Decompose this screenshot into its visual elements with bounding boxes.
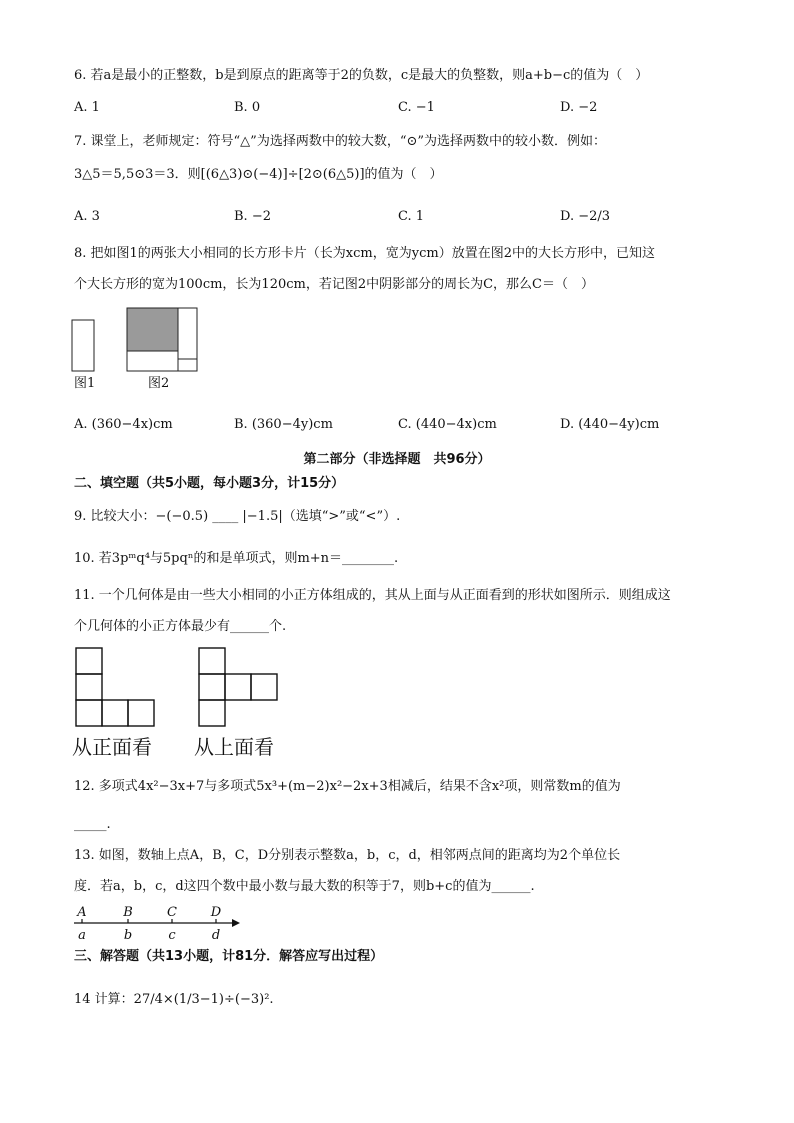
q7-option-b: B. −2 xyxy=(234,209,271,224)
q8-option-b: B. (360−4y)cm xyxy=(234,417,333,432)
q11-line2: 个几何体的小正方体最少有______个. xyxy=(74,619,287,634)
q11-line1: 11. 一个几何体是由一些大小相同的小正方体组成的，其从上面与从正面看到的形状如图所示．则组成这 xyxy=(74,588,671,603)
q13-line2: 度．若a，b，c，d这四个数中最小数与最大数的积等于7，则b+c的值为______. xyxy=(74,879,535,894)
value-label-c: c xyxy=(168,928,176,943)
fig2-shaded-region xyxy=(127,308,178,351)
fig2-card-bottom xyxy=(178,359,197,371)
q7-option-c: C. 1 xyxy=(398,209,425,224)
q6-text: 6. 若a是最小的正整数，b是到原点的距离等于2的负数，c是最大的负整数，则a+b−c的值为（ ） xyxy=(74,68,649,83)
front-view-label: 从正面看 xyxy=(72,735,152,759)
fig1-card xyxy=(72,320,94,371)
q14-text: 14 计算：27/4×(1/3−1)÷(−3)². xyxy=(74,992,274,1007)
q8-line1: 8. 把如图1的两张大小相同的长方形卡片（长为xcm，宽为ycm）放置在图2中的大长方形中，已知这 xyxy=(74,246,655,261)
q8-option-c: C. (440−4x)cm xyxy=(398,417,497,432)
q9-text: 9. 比较大小：−(−0.5) ____ |−1.5|（选填“>”或“<”）. xyxy=(74,509,401,524)
value-label-b: b xyxy=(123,928,133,943)
q7-option-a: A. 3 xyxy=(74,209,100,224)
q13-line1: 13. 如图，数轴上点A，B，C，D分别表示整数a，b，c，d，相邻两点间的距离均为2个单位长 xyxy=(74,848,621,863)
q12-line2: _____. xyxy=(74,817,111,832)
part2-title: 第二部分（非选择题 共96分） xyxy=(303,452,491,467)
q7-option-d: D. −2/3 xyxy=(560,209,611,224)
section2-title: 二、填空题（共5小题，每小题3分，计15分） xyxy=(74,476,345,491)
q12-line1: 12. 多项式4x²−3x+7与多项式5x³+(m−2)x²−2x+3相减后，结果不含x²项，则常数m的值为 xyxy=(74,779,621,794)
top-view-label: 从上面看 xyxy=(194,735,274,759)
q10-text: 10. 若3pᵐq⁴与5pqⁿ的和是单项式，则m+n＝________. xyxy=(74,551,399,566)
fig2-card-vertical xyxy=(178,308,197,359)
point-label-A: A xyxy=(77,905,87,920)
point-label-B: B xyxy=(123,905,133,920)
fig1-label: 图1 xyxy=(74,376,96,391)
q11-view-figures xyxy=(74,646,294,730)
q6-option-d: D. −2 xyxy=(560,100,598,115)
top-view-grid xyxy=(199,648,277,726)
fig2-label: 图2 xyxy=(148,376,170,391)
point-label-C: C xyxy=(167,905,177,920)
front-view-grid xyxy=(76,648,154,726)
q8-figures xyxy=(66,304,216,376)
q13-number-line xyxy=(72,901,242,945)
q8-line2: 个大长方形的宽为100cm，长为120cm，若记图2中阴影部分的周长为C，那么C＝（ ） xyxy=(74,277,595,292)
number-line-arrow xyxy=(232,919,240,927)
q6-option-a: A. 1 xyxy=(74,100,100,115)
point-label-D: D xyxy=(210,905,222,920)
value-label-a: a xyxy=(78,928,86,943)
q8-option-a: A. (360−4x)cm xyxy=(74,417,173,432)
q6-option-b: B. 0 xyxy=(234,100,261,115)
section3-title: 三、解答题（共13小题，计81分．解答应写出过程） xyxy=(74,949,384,964)
q7-line1: 7. 课堂上，老师规定：符号“△”为选择两数中的较大数，“⊙”为选择两数中的较小数．例如： xyxy=(74,134,607,149)
q8-option-d: D. (440−4y)cm xyxy=(560,417,660,432)
q7-line2: 3△5＝5,5⊙3＝3．则[(6△3)⊙(−4)]÷[2⊙(6△5)]的值为（ ） xyxy=(74,167,443,182)
value-label-d: d xyxy=(211,928,221,943)
q6-option-c: C. −1 xyxy=(398,100,435,115)
